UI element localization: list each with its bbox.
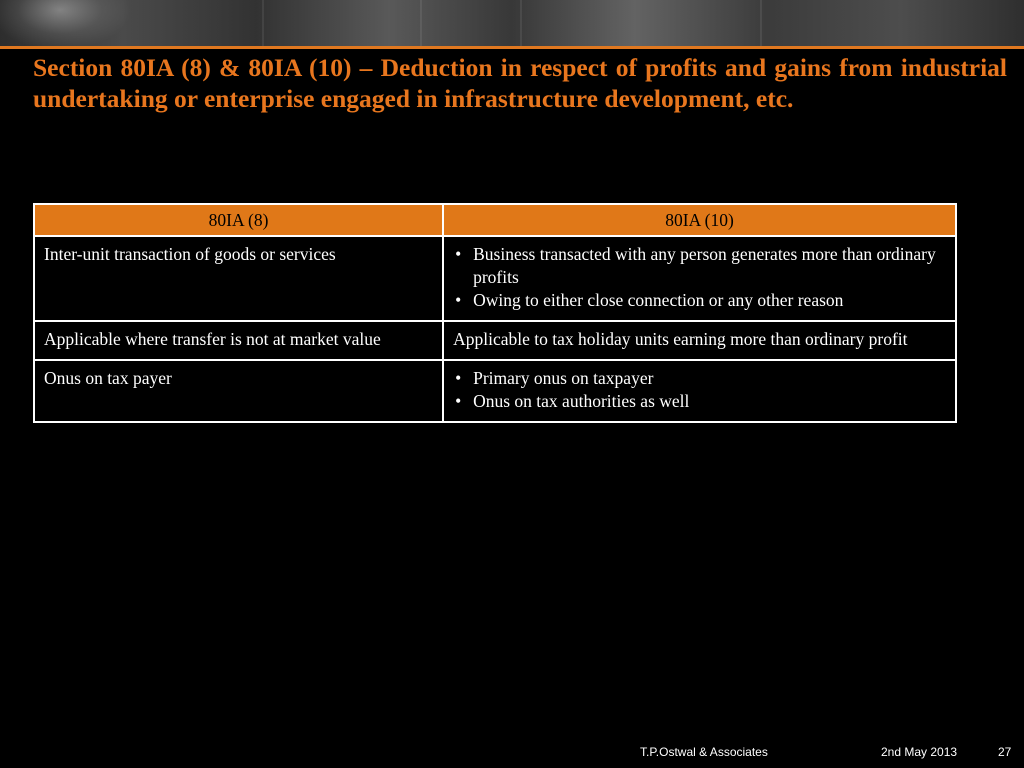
bullet-list xyxy=(453,243,946,312)
table-cell xyxy=(443,360,956,422)
footer-page-number: 27 xyxy=(998,745,1012,759)
slide-title: Section 80IA (8) & 80IA (10) – Deduction in respect of profits and gains from industrial undertaking or enterprise engaged in infrastructure development, etc. xyxy=(33,53,1007,113)
table-cell: Applicable where transfer is not at market value xyxy=(34,321,443,360)
footer-date: 2nd May 2013 xyxy=(881,745,958,759)
list-item: • Primary onus on taxpayer xyxy=(453,367,946,390)
table-cell xyxy=(443,236,956,321)
table-cell: Onus on tax payer xyxy=(34,360,443,422)
header-banner-image xyxy=(0,0,1024,46)
list-item: • Owing to either close connection or any other reason xyxy=(453,289,946,312)
bullet-list xyxy=(453,367,946,413)
table-cell: Inter-unit transaction of goods or services xyxy=(34,236,443,321)
column-header-80ia-8: 80IA (8) xyxy=(34,204,443,236)
list-item: • Business transacted with any person generates more than ordinary profits xyxy=(453,243,946,289)
table-cell: Applicable to tax holiday units earning more than ordinary profit xyxy=(443,321,956,360)
table-header-row xyxy=(34,204,956,236)
table-row xyxy=(34,360,956,422)
footer-firm: T.P.Ostwal & Associates xyxy=(640,745,768,759)
table-row xyxy=(34,236,956,321)
column-header-80ia-10: 80IA (10) xyxy=(443,204,956,236)
comparison-table xyxy=(33,203,957,423)
header-divider xyxy=(0,46,1024,49)
table-row xyxy=(34,321,956,360)
list-item: • Onus on tax authorities as well xyxy=(453,390,946,413)
